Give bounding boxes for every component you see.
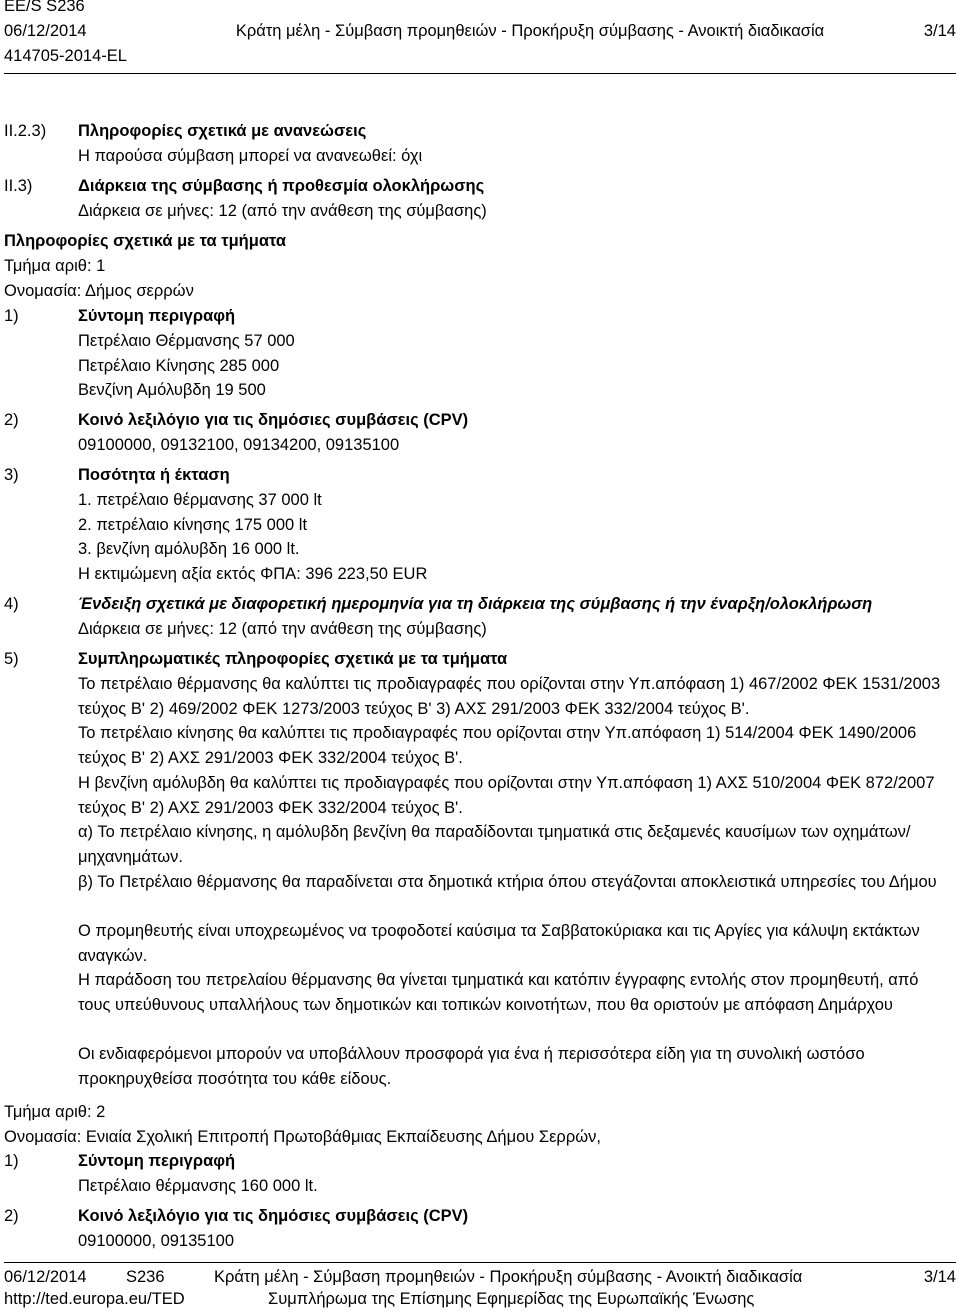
footer-url[interactable]: http://ted.europa.eu/TED [4,1290,185,1308]
lot-number: Τμήμα αριθ: 1 [4,257,106,275]
subsection-number: 1) [4,307,19,325]
additional-info-paragraph: Η παράδοση του πετρελαίου θέρμανσης θα γίνεται τμηματικά και κατόπιν έγγραφης εντολής στον προμηθευτή, από τους υπεύθυνους υπαλλήλους των δημοτικών και τοπικών κοινοτήτων, που θα οριστούν με απόφαση Δημάρχου [78,971,919,1014]
subsection-title: Ένδειξη σχετικά με διαφορετική ημερομηνία για τη διάρκεια της σύμβασης ή την έναρξη/ολοκλήρωση [78,595,873,613]
cpv-codes: 09100000, 09132100, 09134200, 09135100 [78,436,400,454]
section-number: II.2.3) [4,122,47,140]
subsection-title: Κοινό λεξιλόγιο για τις δημόσιες συμβάσεις (CPV) [78,411,469,429]
lots-heading: Πληροφορίες σχετικά με τα τμήματα [4,232,287,250]
subsection-number: 2) [4,1207,19,1225]
duration-text: Διάρκεια σε μήνες: 12 (από την ανάθεση της σύμβασης) [78,620,487,638]
quantity-line: 1. πετρέλαιο θέρμανσης 37 000 lt [78,491,322,509]
additional-info-paragraph: Το πετρέλαιο θέρμανσης θα καλύπτει τις προδιαγραφές που ορίζονται στην Υπ.απόφαση 1) 467/2002 ΦΕΚ 1531/2003 τεύχος Β' 2) 469/2002 ΦΕΚ 1273/2003 τεύχος Β' 3) ΑΧΣ 291/2003 ΦΕΚ 332/2004 τεύχος Β'. [78,675,941,718]
section-title: Διάρκεια της σύμβασης ή προθεσμία ολοκλήρωσης [78,177,485,195]
doc-code: EE/S S236 [4,0,85,15]
quantity-line: 2. πετρέλαιο κίνησης 175 000 lt [78,516,308,534]
section-title: Πληροφορίες σχετικά με ανανεώσεις [78,122,367,140]
subsection-number: 2) [4,411,19,429]
lot-name: Ονομασία: Δήμος σερρών [4,282,194,300]
additional-info-paragraph: Η βενζίνη αμόλυβδη θα καλύπτει τις προδιαγραφές που ορίζονται στην Υπ.απόφαση 1) ΑΧΣ 510/2004 ΦΕΚ 872/2007 τεύχος Β' 2) ΑΧΣ 291/2003 ΦΕΚ 332/2004 τεύχος Β'. [78,774,935,817]
lot-number: Τμήμα αριθ: 2 [4,1103,106,1121]
subsection-number: 4) [4,595,19,613]
additional-info-paragraph: Οι ενδιαφερόμενοι μπορούν να υποβάλλουν προσφορά για ένα ή περισσότερα είδη για τη συνολική ωστόσο προκηρυχθείσα ποσότητα του κάθε είδους. [78,1045,865,1088]
subsection-title: Σύντομη περιγραφή [78,1152,236,1170]
subsection-title: Ποσότητα ή έκταση [78,466,230,484]
additional-info-paragraph: Το πετρέλαιο κίνησης θα καλύπτει τις προδιαγραφές που ορίζονται στην Υπ.απόφαση 1) 514/2004 ΦΕΚ 1490/2006 τεύχος Β' 2) ΑΧΣ 291/2003 ΦΕΚ 332/2004 τεύχος Β'. [78,724,917,767]
header-page: 3/14 [923,22,956,40]
description-line: Πετρέλαιο Κίνησης 285 000 [78,357,280,375]
estimated-value: Η εκτιμώμενη αξία εκτός ΦΠΑ: 396 223,50 EUR [78,565,428,583]
subsection-title: Κοινό λεξιλόγιο για τις δημόσιες συμβάσεις (CPV) [78,1207,469,1225]
additional-info-paragraph: β) Το Πετρέλαιο θέρμανσης θα παραδίνεται στα δημοτικά κτήρια όπου στεγάζονται αποκλειστικά υπηρεσίες του Δήμου [78,873,937,891]
description-line: Πετρέλαιο Θέρμανσης 57 000 [78,332,295,350]
footer-title: Κράτη μέλη - Σύμβαση προμηθειών - Προκήρυξη σύμβασης - Ανοικτή διαδικασία [214,1268,803,1286]
cpv-codes: 09100000, 09135100 [78,1232,234,1250]
subsection-title: Συμπληρωματικές πληροφορίες σχετικά με τα τμήματα [78,650,508,668]
header-date: 06/12/2014 [4,22,87,40]
additional-info-paragraph: Ο προμηθευτής είναι υποχρεωμένος να τροφοδοτεί καύσιμα τα Σαββατοκύριακα και τις Αργίες για κάλυψη εκτάκτων αναγκών. [78,922,920,965]
section-text: Διάρκεια σε μήνες: 12 (από την ανάθεση της σύμβασης) [78,202,487,220]
header-title [0,21,960,41]
subsection-title: Σύντομη περιγραφή [78,307,236,325]
description-line: Βενζίνη Αμόλυβδη 19 500 [78,381,266,399]
additional-info-paragraph: α) Το πετρέλαιο κίνησης, η αμόλυβδη βενζίνη θα παραδίδονται τμηματικά στις δεξαμενές καυσίμων των οχημάτων/μηχανημάτων. [78,823,911,866]
quantity-line: 3. βενζίνη αμόλυβδη 16 000 lt. [78,540,300,558]
header-rule [4,73,956,74]
section-number: II.3) [4,177,33,195]
lot-name: Ονομασία: Ενιαία Σχολική Επιτροπή Πρωτοβάθμιας Εκπαίδευσης Δήμου Σερρών, [4,1128,601,1146]
header-title-text: Κράτη μέλη - Σύμβαση προμηθειών - Προκήρυξη σύμβασης - Ανοικτή διαδικασία [235,22,825,40]
subsection-number: 1) [4,1152,19,1170]
footer-date: 06/12/2014 [4,1268,87,1286]
footer-supplement: Συμπλήρωμα της Επίσημης Εφημερίδας της Ευρωπαϊκής Ένωσης [268,1290,755,1308]
notice-id: 414705-2014-EL [4,47,127,65]
subsection-number: 5) [4,650,19,668]
footer-rule [4,1262,956,1263]
subsection-number: 3) [4,466,19,484]
description-line: Πετρέλαιο θέρμανσης 160 000 lt. [78,1177,318,1195]
footer-page: 3/14 [923,1268,956,1286]
footer-series: S236 [126,1268,165,1286]
section-text: Η παρούσα σύμβαση μπορεί να ανανεωθεί: όχι [78,147,423,165]
